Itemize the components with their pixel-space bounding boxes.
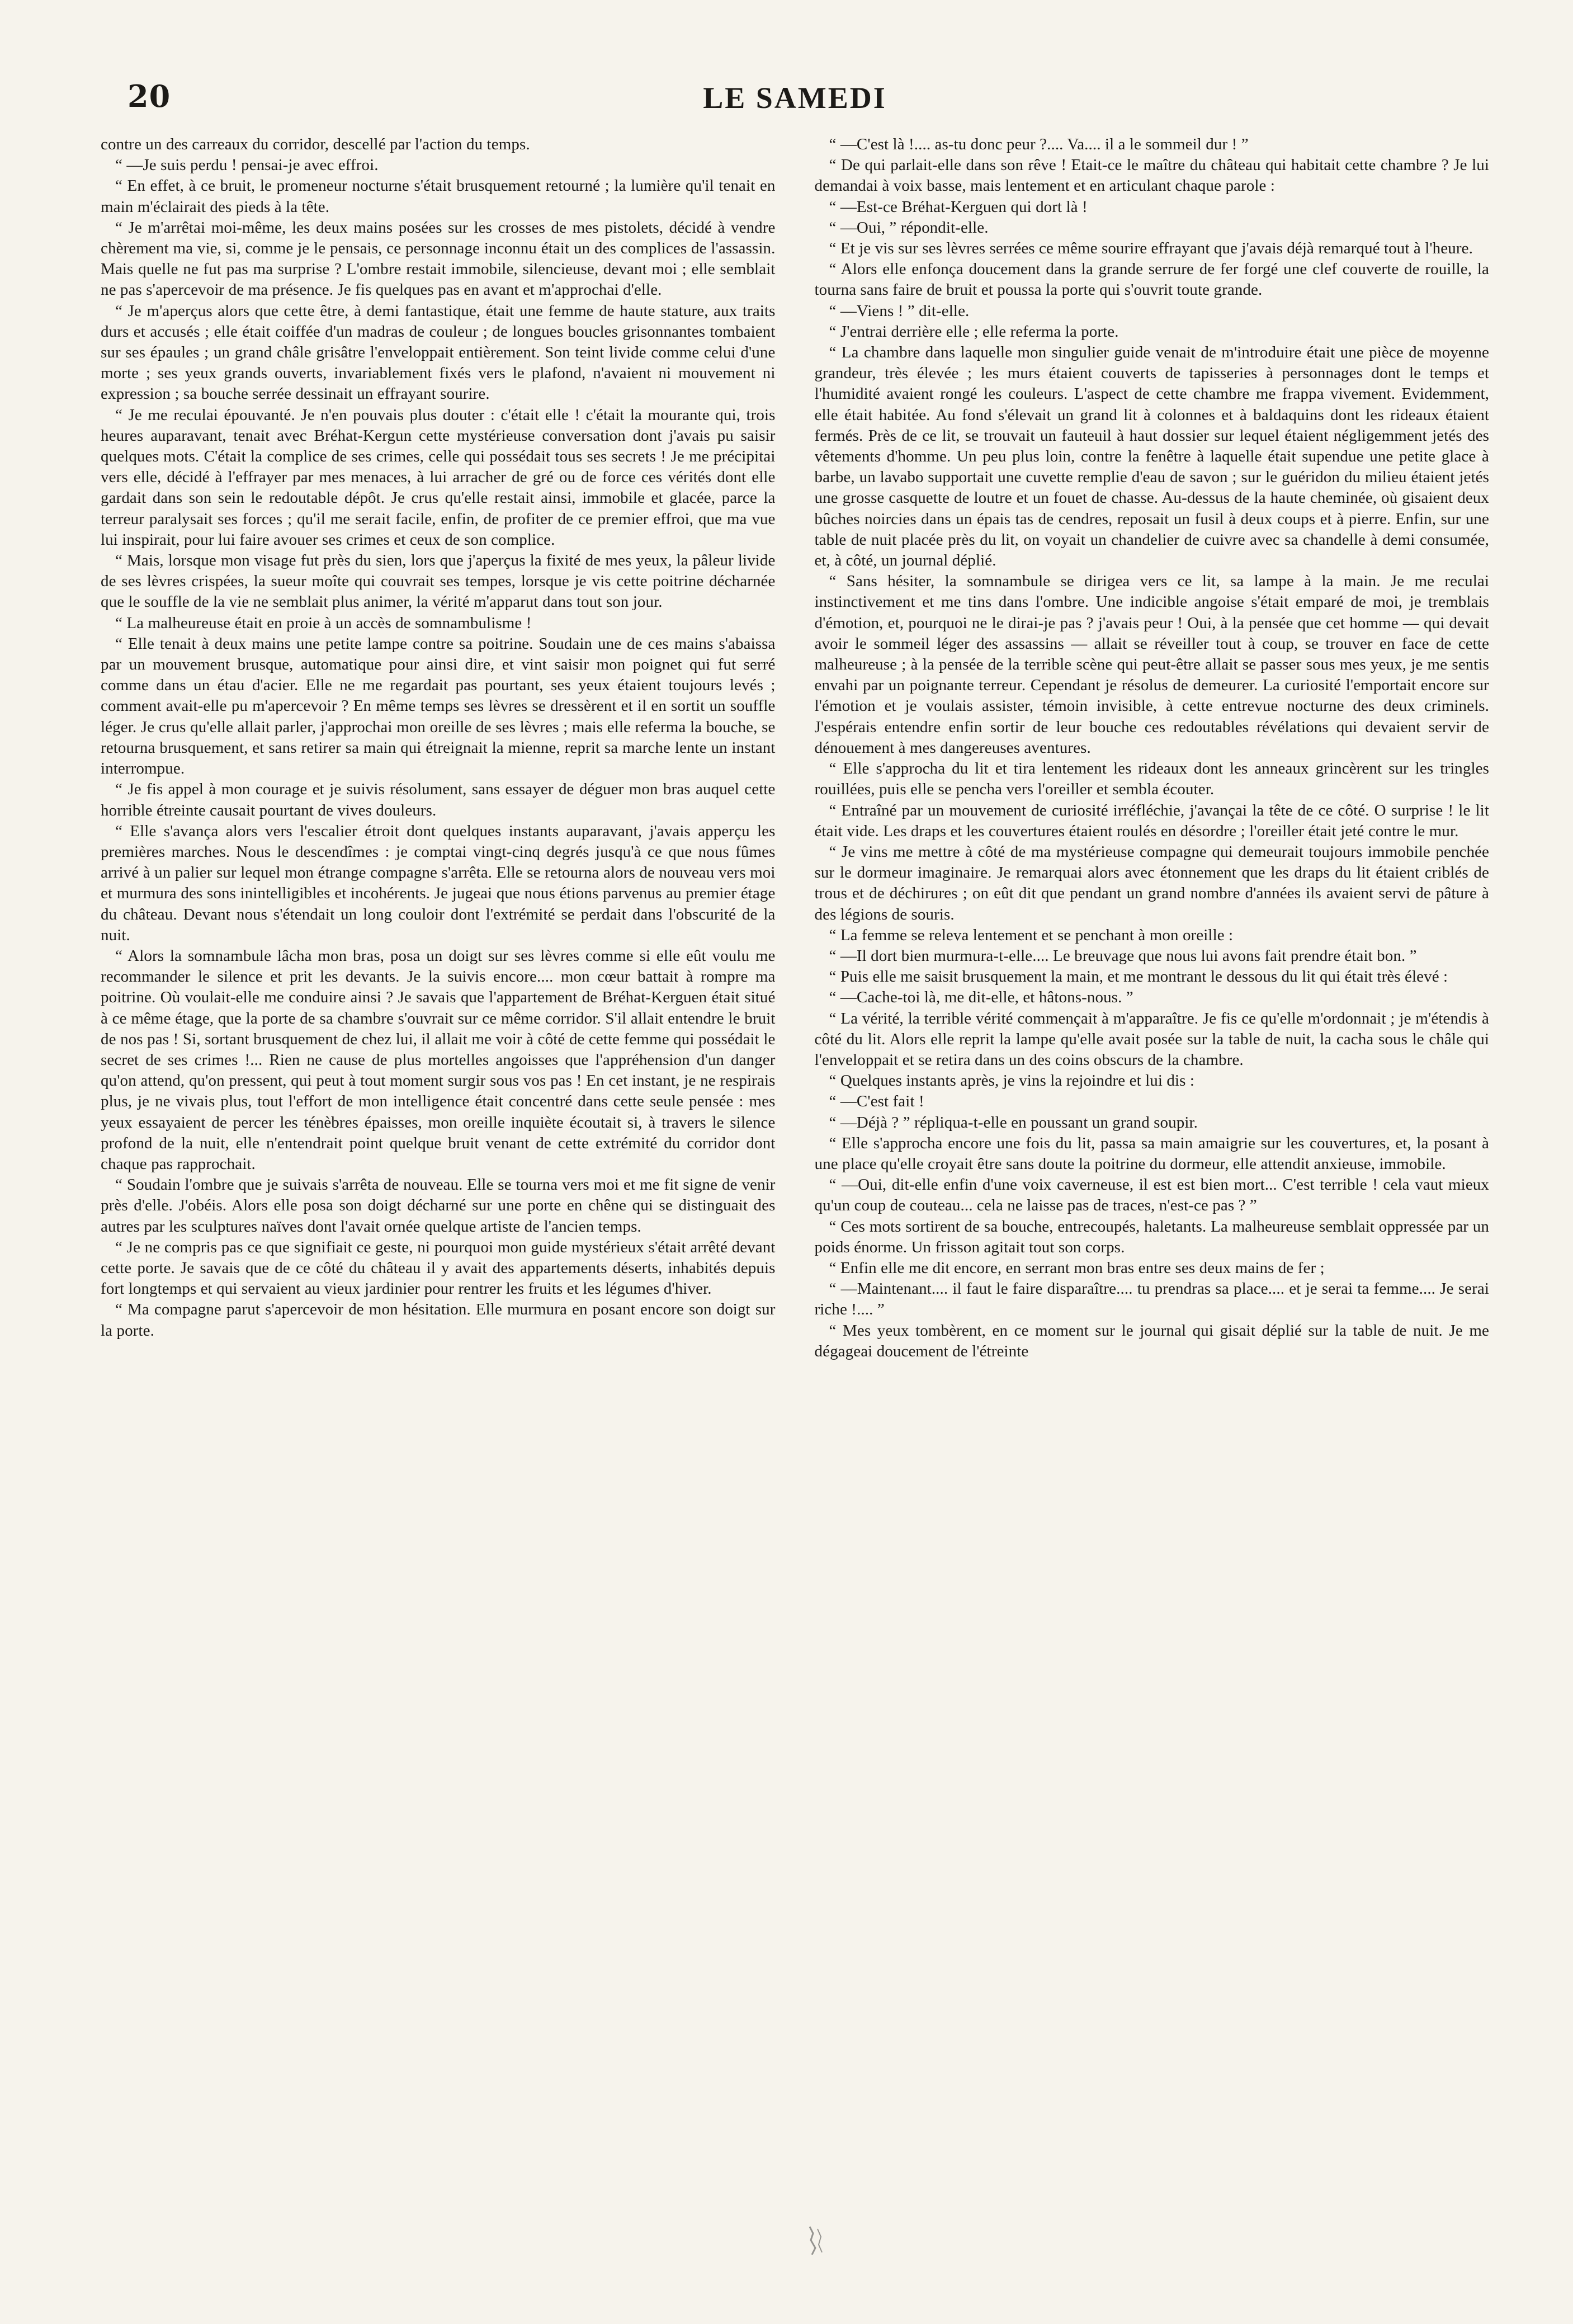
paragraph: “ —Il dort bien murmura-t-elle.... Le breuvage que nous lui avons fait prendre était bon. ” (829, 946, 1417, 965)
paragraph: “ Alors la somnambule lâcha mon bras, posa un doigt sur ses lèvres comme si elle eût voulu me recommander le silence et prit les devants. Je la suivis encore.... mon cœur battait à rompre ma poitrine. Où voulait-elle me conduire ainsi ? Je savais que l'appartement de Bréhat-Kerguen était situé à ce même étage, que la porte de sa chambre s'ouvrait sur ce même corridor. S'il allait entendre le bruit de nos pas ! Si, sortant brusquement de chez lui, il allait me voir à côté de cette femme qui possédait le secret de ses crimes !... Rien ne cause de plus mortelles angoisses que l'appréhension d'un danger qu'on attend, qu'on pressent, qui peut à tout moment surgir sous vos pas ! En cet instant, je ne respirais plus, je ne vivais plus, tout l'effort de mon intelligence était concentré dans cette seule pensée : mes yeux essayaient de percer les ténèbres épaisses, mon oreille inquiète écoutait si, à travers le silence profond de la nuit, elle n'entendrait point quelque bruit venant de cette extrémité du corridor dont chaque pas rapprochait. (101, 946, 776, 1173)
paragraph: “ Ma compagne parut s'apercevoir de mon hésitation. Elle murmura en posant encore son doigt sur la porte. (101, 1300, 776, 1340)
paragraph: “ En effet, à ce bruit, le promeneur nocturne s'était brusquement retourné ; la lumière qu'il tenait en main m'éclairait des pieds à la tête. (101, 177, 776, 216)
paragraph: “ La femme se releva lentement et se penchant à mon oreille : (829, 926, 1234, 944)
paragraph: “ Enfin elle me dit encore, en serrant mon bras entre ses deux mains de fer ; (829, 1258, 1325, 1277)
paragraph: “ Mes yeux tombèrent, en ce moment sur le journal qui gisait déplié sur la table de nuit. Je me dégageai doucement de l'étreinte (814, 1321, 1489, 1360)
right-column (815, 134, 1490, 2274)
paragraph: “ Sans hésiter, la somnambule se dirigea vers ce lit, sa lampe à la main. Je me reculai instinctivement et me tins dans l'ombre. Une indicible angoise s'était emparé de moi, je tremblais d'émotion, et, pourquoi ne le dirai-je pas ? j'avais peur ! Oui, à la pensée que cet homme — qui devait avoir le sommeil léger des assassins — allait se réveiller tout à coup, se trouver en face de cette malheureuse ; à la pensée de la terrible scène qui peut-être allait se passer sous mes yeux, je me sentis envahi par un poignante terreur. Cependant je résolus de demeurer. La curiosité l'emportait encore sur l'émotion et je voulais assister, témoin invisible, à cette entrevue nocturne des deux criminels. J'espérais entendre enfin sortir de leur bouche ces redoutables révélations qui devaient servir de dénouement à mes dangereuses aventures. (814, 572, 1489, 757)
paragraph: “ —Je suis perdu ! pensai-je avec effroi. (115, 156, 379, 175)
paragraph: “ De qui parlait-elle dans son rêve ! Etait-ce le maître du château qui habitait cette chambre ? Je lui demandai à voix basse, mais lentement et en articulant chaque parole : (814, 156, 1489, 195)
paragraph: “ La malheureuse était en proie à un accès de somnambulisme ! (115, 614, 532, 632)
paragraph: “ Elle s'approcha du lit et tira lentement les rideaux dont les anneaux grincèrent sur les tringles rouillées, puis elle se pencha vers l'oreiller et sembla écouter. (814, 760, 1489, 799)
paragraph: “ Elle s'avança alors vers l'escalier étroit dont quelques instants auparavant, j'avais apperçu les premières marches. Nous le descendîmes : je comptai vingt-cinq degrés jusqu'à ce que nous fûmes arrivé à un palier sur lequel mon étrange compagne s'arrêta. Elle se retourna alors de nouveau vers moi et murmura des sons inintelligibles et incohérents. Je jugeai que nous étions parvenus au premier étage du château. Devant nous s'étendait un long couloir dont l'extrémité se perdait dans l'obscurité de la nuit. (101, 822, 776, 944)
journal-title: LE SAMEDI (703, 81, 887, 115)
paragraph: “ Entraîné par un mouvement de curiosité irréfléchie, j'avançai la tête de ce côté. O surprise ! le lit était vide. Les draps et les couvertures étaient roulés en désordre ; l'oreiller était jeté contre le mur. (814, 801, 1489, 840)
paragraph: “ Et je vis sur ses lèvres serrées ce même sourire effrayant que j'avais déjà remarqué tout à l'heure. (829, 239, 1473, 258)
page-number: 20 (127, 78, 171, 114)
paragraph: “ —Maintenant.... il faut le faire disparaître.... tu prendras sa place.... et je serai ta femme.... Je serai riche !.... ” (814, 1280, 1489, 1319)
page-header (101, 73, 1489, 123)
paragraph: “ Je vins me mettre à côté de ma mystérieuse compagne qui demeurait toujours immobile penchée sur le dormeur imaginaire. Je remarquai alors avec étonnement que les draps du lit étaient criblés de trous et de déchirures ; on eût dit que pendant un grand nombre d'années ils avaient servi de pâture à des légions de souris. (814, 842, 1489, 923)
paragraph: “ —Cache-toi là, me dit-elle, et hâtons-nous. ” (829, 988, 1133, 1007)
paragraph: “ Mais, lorsque mon visage fut près du sien, lors que j'aperçus la fixité de mes yeux, la pâleur livide de ses lèvres crispées, la sueur moîte qui couvrait ses tempes, lorsque je vis cette poitrine décharnée que le souffle de la vie ne semblait plus animer, la vérité m'apparut dans tout son jour. (101, 551, 776, 611)
paragraph: “ Soudain l'ombre que je suivais s'arrêta de nouveau. Elle se tourna vers moi et me fit signe de venir près d'elle. J'obéis. Alors elle posa son doigt décharné sur une porte en chêne qui se distinguait des autres par les sculptures naïves dont l'avait ornée quelque artiste de l'ancien temps. (101, 1176, 776, 1236)
paragraph: “ La chambre dans laquelle mon singulier guide venait de m'introduire était une pièce de moyenne grandeur, très élevée ; les murs étaient couverts de tapisseries à personnages dont le temps et l'humidité avaient rongé les couleurs. L'aspect de cette chambre me frappa vivement. Evidemment, elle était habitée. Au fond s'élevait un grand lit à colonnes et à baldaquins dont les rideaux étaient fermés. Près de ce lit, se trouvait un fauteuil à haut dossier sur lequel étaient négligemment jetés des vêtements d'homme. Un peu plus loin, contre la fenêtre à laquelle était supendue une petite glace à barbe, un lavabo supportait une cuvette remplie d'eau de savon ; sur le guéridon du milieu étaient jetés une grosse casquette de loutre et un fouet de chasse. Au-dessus de la haute cheminée, où gisaient deux bûches noircies dans un épais tas de cendres, reposait un fusil à deux coups et à pierre. Enfin, sur une table de nuit placée près du lit, on voyait un chandelier de cuivre avec sa chandelle à demi consumée, et, à côté, un journal déplié. (814, 343, 1489, 570)
paragraph: “ —C'est fait ! (829, 1092, 924, 1111)
paragraph: “ Je m'aperçus alors que cette être, à demi fantastique, était une femme de haute stature, aux traits durs et accusés ; elle était coiffée d'un madras de couleur ; de longues boucles grisonnantes tombaient sur ses épaules ; un grand châle grisâtre l'enveloppait entièrement. Son teint livide comme celui d'une morte ; ses yeux grands ouverts, invariablement fixés vers le plafond, n'avaient ni mouvement ni expression ; sa bouche serrée dessinait un effrayant sourire. (101, 301, 776, 403)
paragraph: “ —Est-ce Bréhat-Kerguen qui dort là ! (829, 197, 1088, 216)
paragraph: “ Je m'arrêtai moi-même, les deux mains posées sur les crosses de mes pistolets, décidé à vendre chèrement ma vie, si, comme je le pensais, ce personnage inconnu était un des complices de l'assassin. Mais quelle ne fut pas ma surprise ? L'ombre restait immobile, silencieuse, devant moi ; elle semblait ne pas s'apercevoir de ma présence. Je fis quelques pas en avant et m'approchai d'elle. (101, 218, 776, 299)
text-columns (101, 134, 1489, 2274)
paragraph: “ —Oui, dit-elle enfin d'une voix caverneuse, il est est bien mort... C'est terrible ! cela vaut mieux qu'un coup de couteau... cela ne laisse pas de traces, n'est-ce pas ? ” (814, 1176, 1489, 1215)
paragraph: “ J'entrai derrière elle ; elle referma la porte. (829, 322, 1119, 341)
paragraph: “ —C'est là !.... as-tu donc peur ?.... Va.... il a le sommeil dur ! ” (829, 135, 1249, 153)
paragraph: “ La vérité, la terrible vérité commençait à m'apparaître. Je fis ce qu'elle m'ordonnait ; je m'étendis à côté du lit. Alors elle reprit la lampe qu'elle avait posée sur la table de nuit, la cacha sous le châle qui l'enveloppait et se retira dans un des coins obscurs de la chambre. (814, 1009, 1489, 1069)
paragraph: “ Je fis appel à mon courage et je suivis résolument, sans essayer de déguer mon bras auquel cette horrible étreinte causait pourtant de vives douleurs. (101, 780, 776, 819)
paragraph: “ Puis elle me saisit brusquement la main, et me montrant le dessous du lit qui était très élevé : (829, 968, 1448, 986)
print-smudge-mark (805, 2223, 828, 2257)
paragraph: “ Je me reculai épouvanté. Je n'en pouvais plus douter : c'était elle ! c'était la mourante qui, trois heures auparavant, tenait avec Bréhat-Kergun cette mystérieuse conversation dont j'avais pu saisir quelques mots. C'était la complice de ses crimes, celle qui possédait tous ses secrets ! Je me précipitai vers elle, décidé à l'effrayer par mes menaces, à lui arracher de gré ou de force ces vérités dont elle gardait dans son sein le redoutable dépôt. Je crus qu'elle restait ainsi, immobile et glacée, parce la terreur paralysait ses forces ; qu'il me serait facile, enfin, de profiter de ce premier effroi, que ma vue lui inspirait, pour lui faire avouer ses crimes et ceux de son complice. (101, 406, 776, 549)
paragraph: “ Alors elle enfonça doucement dans la grande serrure de fer forgé une clef couverte de rouille, la tourna sans faire de bruit et poussa la porte qui s'ouvrit toute grande. (814, 260, 1489, 299)
paragraph: “ —Viens ! ” dit-elle. (829, 301, 970, 320)
paragraph: “ Quelques instants après, je vins la rejoindre et lui dis : (829, 1072, 1195, 1090)
paragraph: “ Elle tenait à deux mains une petite lampe contre sa poitrine. Soudain une de ces mains s'abaissa par un mouvement brusque, automatique pour ainsi dire, et vint saisir mon poignet qui fut serré comme dans un étau d'acier. Elle ne me regardait pas pourtant, ses yeux étaient toujours levés ; comment avait-elle pu m'apercevoir ? En même temps ses lèvres se dressèrent et il en sortit un souffle léger. Je crus qu'elle allait parler, j'approchai mon oreille de ses lèvres ; mais elle referma la bouche, se retourna brusquement, et sans retirer sa main qui étreignait la mienne, reprit sa marche lente un instant interrompue. (101, 634, 776, 778)
paragraph: “ Elle s'approcha encore une fois du lit, passa sa main amaigrie sur les couvertures, et, la posant à une place qu'elle croyait être sans doute la poitrine du dormeur, elle attendit anxieuse, immobile. (814, 1134, 1489, 1173)
left-column (101, 134, 776, 2274)
paragraph: “ —Déjà ? ” répliqua-t-elle en poussant un grand soupir. (829, 1113, 1198, 1132)
paragraph: “ Je ne compris pas ce que signifiait ce geste, ni pourquoi mon guide mystérieux s'était arrêté devant cette porte. Je savais que de ce côté du château il y avait des appartements déserts, inhabités depuis fort longtemps et qui servaient au vieux jardinier pour rentrer les fruits et les légumes d'hiver. (101, 1238, 776, 1298)
paragraph: contre un des carreaux du corridor, descellé par l'action du temps. (101, 135, 530, 153)
paragraph: “ —Oui, ” répondit-elle. (829, 218, 989, 237)
paragraph: “ Ces mots sortirent de sa bouche, entrecoupés, haletants. La malheureuse semblait oppressée par un poids énorme. Un frisson agitait tout son corps. (814, 1217, 1489, 1256)
